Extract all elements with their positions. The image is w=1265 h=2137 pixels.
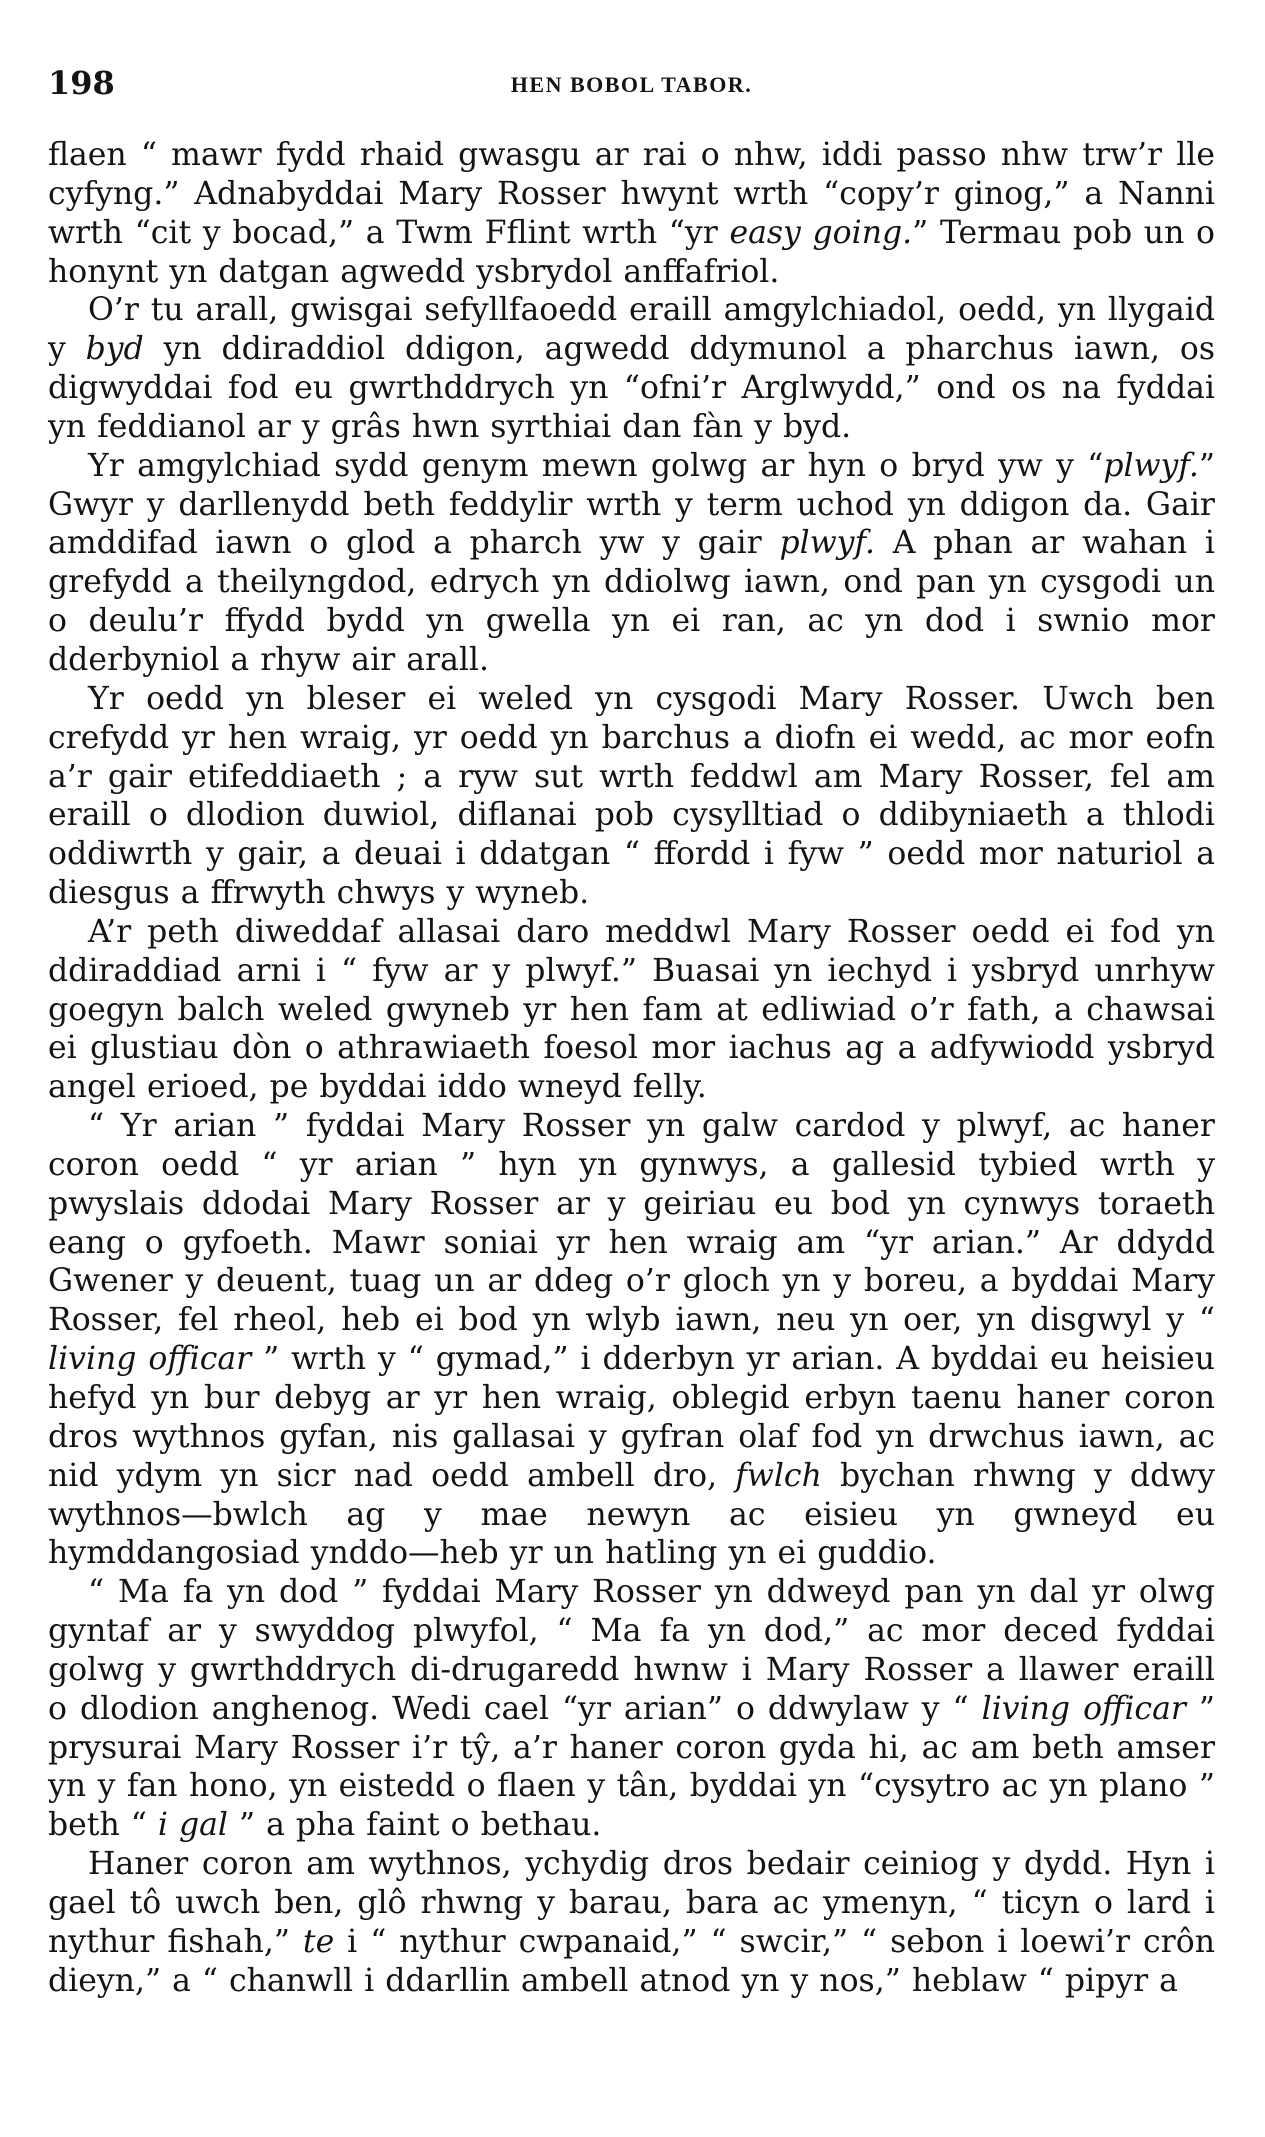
text-run: ” wrth y “ gymad,” i dderbyn yr arian. A byddai eu heisieu hefyd yn bur debyg ar yr hen wraig, oblegid erbyn taenu haner coron dros wythnos gyfan, nis gallasai y gyfran olaf fod yn drwchus iawn, ac nid ydym yn sicr nad oedd ambell dro, bbox=[48, 1341, 1215, 1494]
text-run: i “ nythur cwpanaid,” “ swcir,” “ sebon i loewi’r crôn dieyn,” a “ chanwll i ddarllin ambell atnod yn y nos,” heblaw “ pipyr a bbox=[48, 1923, 1215, 1999]
italic-text: fwlch bbox=[735, 1457, 822, 1494]
page-number: 198 bbox=[48, 64, 115, 102]
page-body bbox=[48, 136, 1215, 2001]
text-run: Yr amgylchiad sydd genym mewn golwg ar hyn o bryd yw y “ bbox=[88, 447, 1104, 484]
text-run: flaen “ mawr fydd rhaid gwasgu ar rai o nhw, iddi passo nhw trw’r lle cyfyng.” Adnabyddai Mary Rosser hwynt wrth “copy’r ginog,” a Nanni wrth “cit y bocad,” a Twm Fflint wrth “yr bbox=[48, 137, 1215, 251]
paragraph bbox=[48, 1573, 1215, 1845]
italic-text: i gal bbox=[157, 1807, 228, 1844]
italic-text: easy going. bbox=[729, 214, 913, 251]
text-run: ” Termau pob un o honynt yn datgan agwedd ysbrydol anffafriol. bbox=[48, 214, 1215, 290]
paragraph bbox=[48, 913, 1215, 1107]
text-run: ” prysurai Mary Rosser i’r tŷ, a’r haner coron gyda hi, ac am beth amser yn y fan hono, yn eistedd o flaen y tân, byddai yn “cysytro ac yn plano ” beth “ bbox=[48, 1690, 1216, 1844]
page-header bbox=[48, 58, 1215, 118]
text-run: ” a pha faint o bethau. bbox=[228, 1807, 602, 1844]
running-title: HEN BOBOL TABOR. bbox=[510, 72, 753, 97]
text-run: A phan ar wahan i grefydd a theilyngdod, edrych yn ddiolwg iawn, ond pan yn cysgodi un o deulu’r ffydd bydd yn gwella yn ei ran, ac yn dod i swnio mor dderbyniol a rhyw air arall. bbox=[48, 525, 1216, 678]
italic-text: living officar bbox=[48, 1341, 252, 1378]
text-run: Yr oedd yn bleser ei weled yn cysgodi Mary Rosser. Uwch ben crefydd yr hen wraig, yr oedd yn barchus a diofn ei wedd, ac mor eofn a’r gair etifeddiaeth ; a ryw sut wrth feddwl am Mary Rosser, fel am eraill o dlodion duwiol, diflanai pob cysylltiad o ddibyniaeth a thlodi oddiwrth y gair, a deuai i ddatgan “ ffordd i fyw ” oedd mor naturiol a diesgus a ffrwyth chwys y wyneb. bbox=[48, 680, 1215, 912]
italic-text: te bbox=[302, 1923, 335, 1960]
text-run: Haner coron am wythnos, ychydig dros bedair ceiniog y dydd. Hyn i gael tô uwch ben, glô rhwng y barau, bara ac ymenyn, “ ticyn o lard i nythur fishah,” bbox=[48, 1846, 1215, 1960]
text-run: ” Gwyr y darllenydd beth feddylir wrth y term uchod yn ddigon da. Gair amddifad iawn o glod a pharch yw y gair bbox=[48, 447, 1215, 562]
paragraph bbox=[48, 1107, 1215, 1573]
italic-text: byd bbox=[85, 331, 144, 368]
paragraph bbox=[48, 680, 1215, 913]
text-run: O’r tu arall, gwisgai sefyllfaoedd eraill amgylchiadol, oedd, yn llygaid y bbox=[48, 292, 1215, 368]
paragraph bbox=[48, 136, 1215, 291]
text-run: “ Ma fa yn dod ” fyddai Mary Rosser yn ddweyd pan yn dal yr olwg gyntaf ar y swyddog plwyfol, “ Ma fa yn dod,” ac mor deced fyddai golwg y gwrthddrych di-drugaredd hwnw i Mary Rosser a llawer eraill o dlodion anghenog. Wedi cael “yr arian” o ddwylaw y “ bbox=[48, 1574, 1215, 1727]
italic-text: plwyf. bbox=[779, 525, 875, 562]
text-run: yn ddiraddiol ddigon, agwedd ddymunol a pharchus iawn, os digwyddai fod eu gwrthddrych yn “ofni’r Arglwydd,” ond os na fyddai yn feddianol ar y grâs hwn syrthiai dan fàn y byd. bbox=[48, 331, 1215, 445]
italic-text: plwyf. bbox=[1103, 447, 1199, 484]
paragraph bbox=[48, 447, 1215, 680]
paragraph bbox=[48, 291, 1215, 446]
paragraph bbox=[48, 1845, 1215, 2000]
text-run: A’r peth diweddaf allasai daro meddwl Mary Rosser oedd ei fod yn ddiraddiad arni i “ fyw ar y plwyf.” Buasai yn iechyd i ysbryd unrhyw goegyn balch weled gwyneb yr hen fam at edliwiad o’r fath, a chawsai ei glustiau dòn o athrawiaeth foesol mor iachus ag a adfywiodd ysbryd angel erioed, pe byddai iddo wneyd felly. bbox=[48, 913, 1215, 1106]
text-run: “ Yr arian ” fyddai Mary Rosser yn galw cardod y plwyf, ac haner coron oedd “ yr arian ” hyn yn gynwys, a gallesid tybied wrth y pwyslais ddodai Mary Rosser ar y geiriau eu bod yn cynwys toraeth eang o gyfoeth. Mawr soniai yr hen wraig am “yr arian.” Ar ddydd Gwener y deuent, tuag un ar ddeg o’r gloch yn y boreu, a byddai Mary Rosser, fel rheol, heb ei bod yn wlyb iawn, neu yn oer, yn disgwyl y “ bbox=[48, 1108, 1215, 1339]
text-run: bychan rhwng y ddwy wythnos—bwlch ag y mae newyn ac eisieu yn gwneyd eu hymddangosiad ynddo—heb yr un hatling yn ei guddio. bbox=[48, 1457, 1215, 1572]
italic-text: living officar bbox=[981, 1690, 1186, 1727]
